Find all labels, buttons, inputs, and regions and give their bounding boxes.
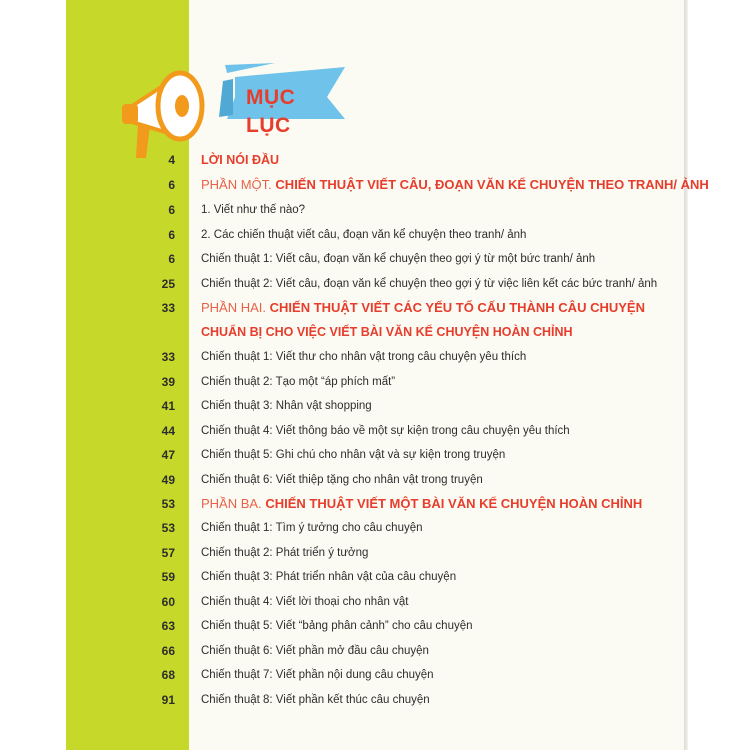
toc-page-number: 91 <box>161 693 175 707</box>
entry-label: Chiến thuật 7: Viết phần nội dung câu chuyện <box>201 669 434 681</box>
toc-entry <box>0 641 750 661</box>
toc-entry <box>0 592 750 612</box>
entry-label: Chiến thuật 8: Viết phần kết thúc câu chuyện <box>201 694 430 706</box>
toc-entry-text <box>201 322 573 343</box>
toc-entry <box>0 347 750 367</box>
entry-label: Chiến thuật 6: Viết thiệp tặng cho nhân vật trong truyện <box>201 474 483 486</box>
entry-label: Chiến thuật 4: Viết lời thoại cho nhân vật <box>201 596 409 608</box>
toc-entry-text <box>201 543 368 563</box>
toc-entry <box>0 150 750 170</box>
toc-page-number: 6 <box>168 228 175 242</box>
toc-page-number: 6 <box>168 252 175 266</box>
entry-label: Chiến thuật 1: Viết thư cho nhân vật trong câu chuyện yêu thích <box>201 351 527 363</box>
toc-entry <box>0 518 750 538</box>
entry-label: 1. Viết như thế nào? <box>201 204 306 216</box>
section-prefix: PHẦN HAI. <box>201 300 267 315</box>
toc-page-number: 41 <box>161 399 175 413</box>
toc-title: MỤC LỤC <box>246 86 296 137</box>
section-title: LỜI NÓI ĐẦU <box>201 153 280 167</box>
toc-entry-text <box>201 641 429 661</box>
entry-label: Chiến thuật 5: Ghi chú cho nhân vật và sự kiện trong truyện <box>201 449 506 461</box>
megaphone-icon <box>118 62 218 162</box>
toc-entry <box>0 175 750 195</box>
entry-label: Chiến thuật 3: Phát triển nhân vật của câu chuyện <box>201 571 457 583</box>
toc-entry <box>0 274 750 294</box>
toc-page-number: 49 <box>161 473 175 487</box>
section-title: CHUẨN BỊ CHO VIỆC VIẾT BÀI VĂN KỂ CHUYỆN HOÀN CHỈNH <box>201 325 573 339</box>
toc-entry-text <box>201 445 505 465</box>
toc-page-number: 4 <box>168 153 175 167</box>
toc-entry-text <box>201 249 595 269</box>
toc-entry-text <box>201 200 305 220</box>
entry-label: 2. Các chiến thuật viết câu, đoạn văn kể chuyện theo tranh/ ảnh <box>201 229 527 241</box>
entry-label: Chiến thuật 2: Phát triển ý tưởng <box>201 547 369 559</box>
entry-label: Chiến thuật 3: Nhân vật shopping <box>201 400 372 412</box>
toc-page-number: 53 <box>161 497 175 511</box>
toc-page-number: 6 <box>168 178 175 192</box>
toc-page-number: 39 <box>161 375 175 389</box>
toc-entry <box>0 665 750 685</box>
toc-page-number: 63 <box>161 619 175 633</box>
entry-label: Chiến thuật 4: Viết thông báo về một sự kiện trong câu chuyện yêu thích <box>201 425 570 437</box>
toc-entry-text <box>201 494 642 514</box>
toc-entry-text <box>201 616 473 636</box>
toc-entry-text <box>201 690 430 710</box>
toc-entry <box>0 567 750 587</box>
toc-entry-text <box>201 518 423 538</box>
toc-page-number: 47 <box>161 448 175 462</box>
toc-page-number: 33 <box>161 350 175 364</box>
toc-entry <box>0 470 750 490</box>
toc-entry <box>0 249 750 269</box>
entry-label: Chiến thuật 6: Viết phần mở đầu câu chuyện <box>201 645 429 657</box>
toc-entry <box>0 200 750 220</box>
toc-page-number: 60 <box>161 595 175 609</box>
toc-entry-text <box>201 470 483 490</box>
toc-entry <box>0 421 750 441</box>
toc-entry-text <box>201 665 434 685</box>
toc-page-number: 53 <box>161 521 175 535</box>
toc-entry <box>0 690 750 710</box>
toc-page-number: 33 <box>161 301 175 315</box>
toc-entry <box>0 616 750 636</box>
entry-label: Chiến thuật 2: Tạo một “áp phích mất” <box>201 376 396 388</box>
entry-label: Chiến thuật 1: Viết câu, đoạn văn kể chuyện theo gợi ý từ một bức tranh/ ảnh <box>201 253 596 265</box>
toc-entry-text <box>201 592 408 612</box>
section-prefix: PHẦN MỘT. <box>201 177 272 192</box>
section-prefix: PHẦN BA. <box>201 496 262 511</box>
toc-entry <box>0 372 750 392</box>
toc-entry <box>0 396 750 416</box>
toc-entry-text <box>201 150 279 171</box>
toc-entry <box>0 322 750 342</box>
toc-entry <box>0 494 750 514</box>
toc-entry-text <box>201 347 526 367</box>
toc-page-number: 59 <box>161 570 175 584</box>
toc-page-number: 66 <box>161 644 175 658</box>
section-title: CHIẾN THUẬT VIẾT CÂU, ĐOẠN VĂN KỂ CHUYỆN THEO TRANH/ ẢNH <box>275 177 709 192</box>
toc-entry <box>0 225 750 245</box>
toc-entry-text <box>201 396 372 416</box>
toc-page-number: 57 <box>161 546 175 560</box>
toc-entry-text <box>201 225 526 245</box>
entry-label: Chiến thuật 2: Viết câu, đoạn văn kể chuyện theo gợi ý từ việc liên kết các bức tranh/ ảnh <box>201 278 658 290</box>
toc-entry-text <box>201 421 570 441</box>
toc-entry-text <box>201 298 645 318</box>
entry-label: Chiến thuật 1: Tìm ý tưởng cho câu chuyện <box>201 522 423 534</box>
toc-entry-text <box>201 175 709 195</box>
toc-entry <box>0 543 750 563</box>
entry-label: Chiến thuật 5: Viết “bảng phân cảnh” cho câu chuyện <box>201 620 473 632</box>
toc-entry <box>0 445 750 465</box>
toc-entry-text <box>201 372 395 392</box>
toc-page-number: 25 <box>161 277 175 291</box>
toc-page-number: 6 <box>168 203 175 217</box>
toc-page-number: 44 <box>161 424 175 438</box>
toc-entry-text <box>201 274 657 294</box>
toc-page-number: 68 <box>161 668 175 682</box>
toc-entry <box>0 298 750 318</box>
section-title: CHIẾN THUẬT VIẾT MỘT BÀI VĂN KỂ CHUYỆN HOÀN CHỈNH <box>265 496 643 511</box>
toc-entry-text <box>201 567 456 587</box>
section-title: CHIẾN THUẬT VIẾT CÁC YẾU TỐ CẤU THÀNH CÂU CHUYỆN <box>269 300 645 315</box>
